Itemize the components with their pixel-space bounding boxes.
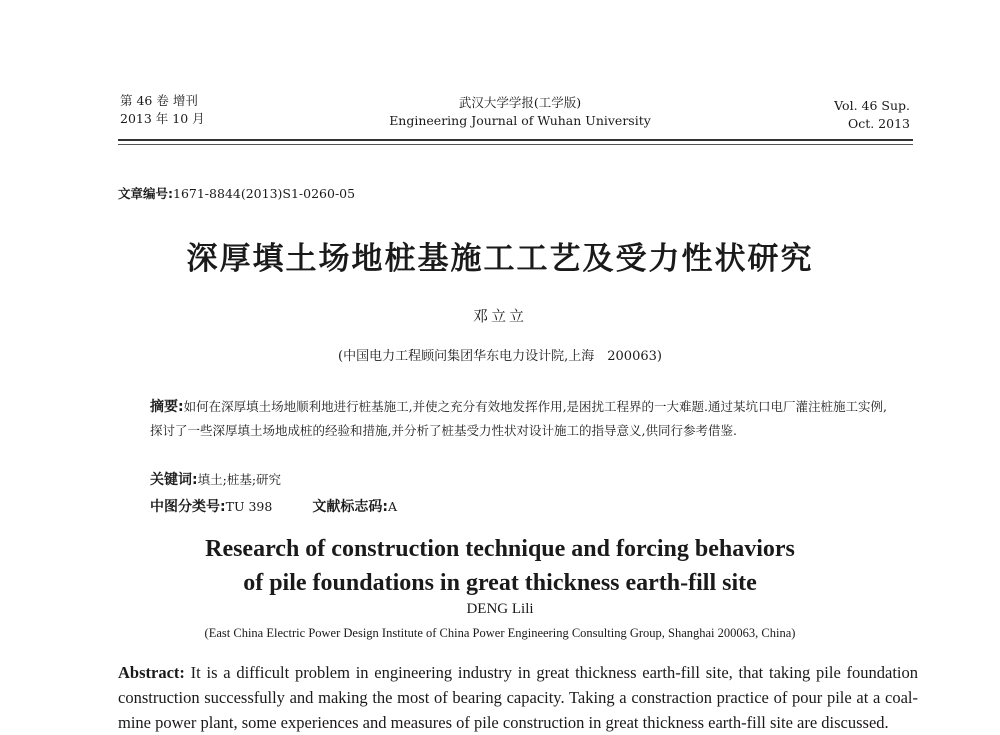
affiliation-cn: (中国电力工程顾问集团华东电力设计院,上海 200063) (338, 349, 662, 364)
header-right (834, 97, 910, 133)
article-number-label: 文章编号: (118, 186, 173, 201)
header-left (120, 92, 205, 128)
classification (150, 496, 397, 516)
article-number (118, 184, 355, 202)
doc-code-value: A (387, 499, 397, 514)
clc-value: TU 398 (225, 499, 273, 514)
date-cn: 2013 年 10 月 (120, 111, 205, 126)
title-en-line-1: Research of construction technique and forcing behaviors (205, 536, 795, 562)
title-en (0, 532, 1000, 600)
volume-cn: 第 46 卷 增刊 (120, 93, 198, 108)
keywords-label: 关键词: (150, 472, 198, 488)
header-rule-thin (118, 144, 913, 145)
affiliation-en: (East China Electric Power Design Institute of China Power Engineering Consulting Group, Shanghai 200063, China) (204, 626, 796, 640)
keywords (150, 469, 281, 489)
journal-name-en: Engineering Journal of Wuhan University (389, 113, 651, 128)
abstract-cn-label: 摘要: (150, 399, 184, 415)
title-en-line-2: of pile foundations in great thickness earth-fill site (243, 570, 757, 596)
title-cn: 深厚填土场地桩基施工工艺及受力性状研究 (186, 241, 814, 277)
volume-en: Vol. 46 Sup. (834, 98, 910, 113)
journal-name-cn: 武汉大学学报(工学版) (458, 95, 582, 110)
header-center (370, 94, 670, 130)
abstract-en (118, 660, 918, 735)
abstract-en-label: Abstract: (118, 663, 185, 682)
article-number-value: 1671-8844(2013)S1-0260-05 (173, 186, 356, 201)
abstract-cn-text: 如何在深厚填土场地顺利地进行桩基施工,并使之充分有效地发挥作用,是困扰工程界的一大难题.通过某坑口电厂灌注桩施工实例,探讨了一些深厚填土场地成桩的经验和措施,并分析了桩基受力性状对设计施工的指导意义,供同行参考借鉴. (150, 399, 888, 438)
clc-label: 中图分类号: (150, 499, 226, 515)
author-en: DENG Lili (466, 601, 534, 617)
author-cn: 邓立立 (472, 307, 527, 325)
doc-code-label: 文献标志码: (312, 499, 388, 515)
keywords-text: 填土;桩基;研究 (197, 472, 282, 487)
date-en: Oct. 2013 (847, 116, 910, 131)
abstract-en-text: It is a difficult problem in engineering industry in great thickness earth-fill site, that taking pile foundation construction successfully and making the most of bearing capacity. Taking a constraction practice of pour pile at a coal-mine power plant, some experiences and measures of pile construction in great thickness earth-fill site are discussed. (118, 663, 919, 732)
abstract-cn (150, 395, 890, 443)
header-rule-thick (118, 139, 913, 141)
